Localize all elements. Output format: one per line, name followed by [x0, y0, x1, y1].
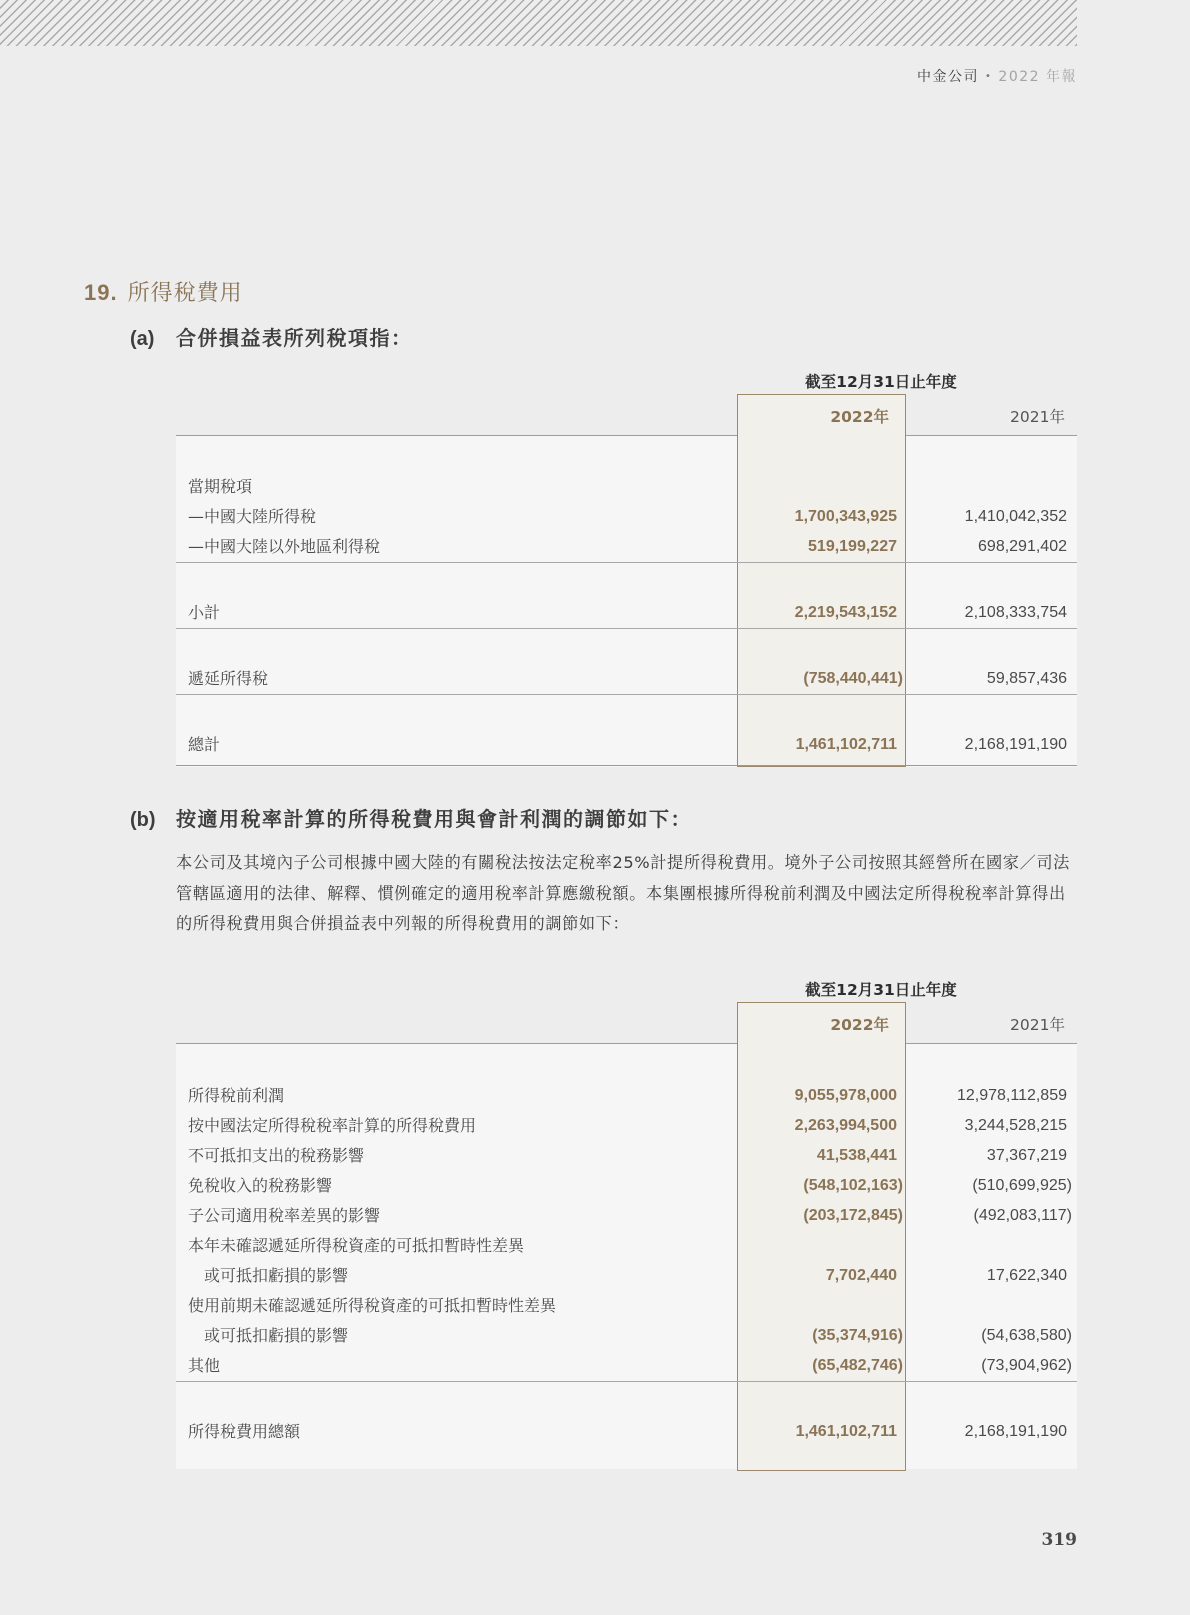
row-value-2022: (65,482,746) — [812, 1357, 903, 1374]
table-row — [176, 1081, 1077, 1111]
table-row — [176, 472, 1077, 502]
table-row — [176, 1111, 1077, 1141]
table-row — [176, 1351, 1077, 1381]
page-number: 319 — [1041, 1530, 1077, 1550]
row-label: 遞延所得稅 — [188, 669, 269, 688]
row-label: —中國大陸以外地區利得稅 — [188, 537, 381, 556]
table-row — [176, 598, 1077, 628]
row-value-2021: 3,244,528,215 — [964, 1117, 1067, 1134]
row-value-2022: (35,374,916) — [812, 1327, 903, 1344]
row-label: 其他 — [188, 1356, 221, 1375]
table-row — [176, 1291, 1077, 1321]
column-header-2022: 2022年 — [830, 1016, 889, 1034]
row-value-2021: (510,699,925) — [972, 1177, 1072, 1194]
row-label: 子公司適用稅率差異的影響 — [188, 1206, 381, 1225]
row-value-2021: (492,083,117) — [973, 1207, 1072, 1224]
row-value-2022: 2,219,543,152 — [794, 604, 897, 621]
table-row — [176, 664, 1077, 694]
table-row — [176, 1201, 1077, 1231]
table-bottom-rule — [176, 765, 1077, 766]
row-label: 不可抵扣支出的稅務影響 — [188, 1146, 365, 1165]
row-divider — [176, 562, 1077, 563]
header-report-title: 2022 年報 — [998, 69, 1077, 85]
table-period-header: 截至12月31日止年度 — [805, 373, 957, 391]
table-row — [176, 1261, 1077, 1291]
row-value-2022: 41,538,441 — [816, 1147, 897, 1164]
row-label: 所得稅費用總額 — [188, 1422, 301, 1441]
row-label: 按中國法定所得稅稅率計算的所得稅費用 — [188, 1116, 477, 1135]
row-divider — [176, 628, 1077, 629]
part-a-title-text: 合併損益表所列稅項指： — [176, 326, 413, 350]
part-b-title-text: 按適用稅率計算的所得稅費用與會計利潤的調節如下： — [176, 807, 692, 831]
row-value-2022: 1,461,102,711 — [795, 736, 897, 753]
row-label: 或可抵扣虧損的影響 — [204, 1266, 349, 1285]
row-value-2022: 2,263,994,500 — [794, 1117, 897, 1134]
row-value-2021: 12,978,112,859 — [956, 1087, 1067, 1104]
column-header-2021: 2021年 — [1010, 408, 1065, 426]
table-row — [176, 1141, 1077, 1171]
tax-reconciliation-table — [176, 975, 1077, 1475]
row-value-2021: 59,857,436 — [986, 670, 1067, 687]
part-b-label: (b) — [130, 809, 156, 831]
table-row — [176, 1171, 1077, 1201]
row-label: 使用前期未確認遞延所得稅資產的可抵扣暫時性差異 — [188, 1296, 557, 1315]
header-separator: • — [985, 71, 993, 82]
running-header — [917, 66, 1077, 86]
section-title-text: 所得稅費用 — [127, 281, 243, 306]
table-row — [176, 1321, 1077, 1351]
row-value-2022: 7,702,440 — [825, 1267, 897, 1284]
row-value-2022: (548,102,163) — [803, 1177, 903, 1194]
table-period-header: 截至12月31日止年度 — [805, 981, 957, 999]
decorative-hatch-band — [0, 0, 1077, 46]
row-value-2021: 37,367,219 — [986, 1147, 1067, 1164]
row-label: 免稅收入的稅務影響 — [188, 1176, 333, 1195]
row-value-2022: 519,199,227 — [808, 538, 897, 555]
row-value-2022: 1,700,343,925 — [794, 508, 897, 525]
row-value-2021: 2,168,191,190 — [964, 736, 1067, 753]
row-value-2021: 698,291,402 — [978, 538, 1067, 555]
row-divider — [176, 694, 1077, 695]
part-a-label: (a) — [130, 328, 155, 350]
part-a-title — [130, 322, 413, 351]
part-b-title — [130, 803, 692, 832]
row-label: 當期稅項 — [188, 477, 253, 496]
row-label: —中國大陸所得稅 — [188, 507, 317, 526]
row-value-2021: 2,168,191,190 — [964, 1423, 1067, 1440]
row-value-2021: (73,904,962) — [981, 1357, 1072, 1374]
column-header-2021: 2021年 — [1010, 1016, 1065, 1034]
row-label: 所得稅前利潤 — [188, 1086, 285, 1105]
row-divider — [176, 1381, 1077, 1382]
section-number: 19. — [84, 280, 118, 305]
row-value-2022: 1,461,102,711 — [795, 1423, 897, 1440]
table-row — [176, 730, 1077, 760]
table-row — [176, 1417, 1077, 1447]
column-header-2022: 2022年 — [830, 408, 889, 426]
row-value-2021: 1,410,042,352 — [964, 508, 1067, 525]
table-row — [176, 502, 1077, 532]
row-value-2021: 2,108,333,754 — [964, 604, 1067, 621]
row-value-2022: 9,055,978,000 — [794, 1087, 897, 1104]
row-value-2021: (54,638,580) — [981, 1327, 1072, 1344]
current-year-column-highlight — [737, 394, 906, 767]
row-label: 或可抵扣虧損的影響 — [204, 1326, 349, 1345]
explanatory-paragraph: 本公司及其境內子公司根據中國大陸的有關稅法按法定稅率25%計提所得稅費用。境外子公司按照其經營所在國家／司法管轄區適用的法律、解釋、慣例確定的適用稅率計算應繳稅額。本集團根據所得稅前利潤及中國法定所得稅稅率計算得出的所得稅費用與合併損益表中列報的所得稅費用的調節如下： — [176, 853, 1070, 933]
table-row — [176, 532, 1077, 562]
section-title — [84, 276, 243, 307]
row-label: 本年未確認遞延所得稅資產的可抵扣暫時性差異 — [188, 1236, 525, 1255]
row-value-2022: (203,172,845) — [803, 1207, 903, 1224]
row-label: 小計 — [188, 603, 221, 622]
header-company: 中金公司 — [917, 69, 979, 85]
row-value-2022: (758,440,441) — [803, 670, 903, 687]
row-value-2021: 17,622,340 — [986, 1267, 1067, 1284]
row-label: 總計 — [188, 735, 221, 754]
tax-expense-table — [176, 367, 1077, 767]
table-row — [176, 1231, 1077, 1261]
